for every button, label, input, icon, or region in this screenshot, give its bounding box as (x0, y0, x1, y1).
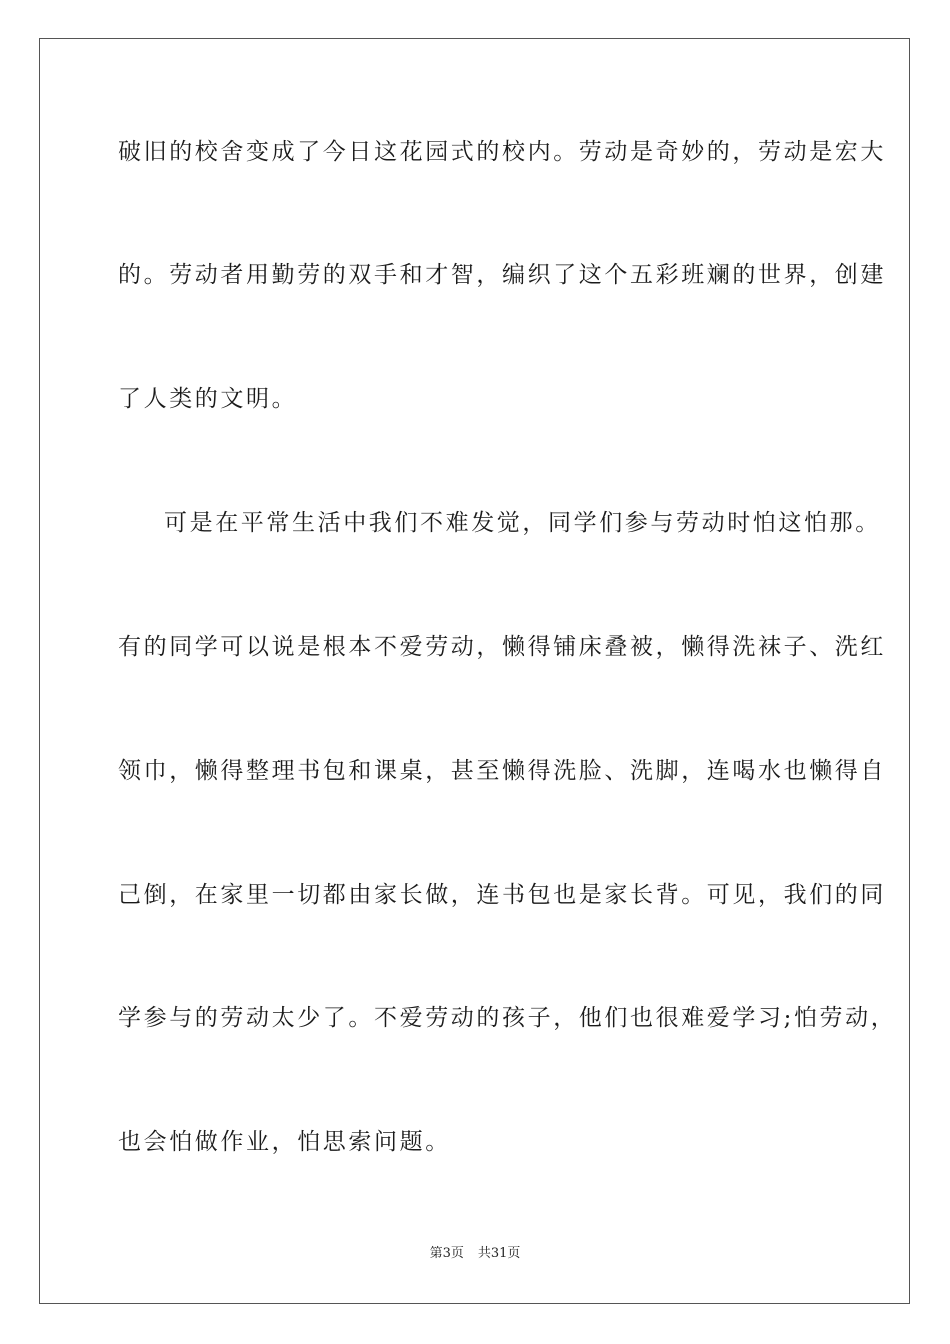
body-text-line: 可是在平常生活中我们不难发觉，同学们参与劳动时怕这怕那。 (164, 510, 881, 536)
page-frame (39, 38, 910, 1304)
body-text-line: 破旧的校舍变成了今日这花园式的校内。劳动是奇妙的，劳动是宏大 (118, 139, 886, 165)
body-text-line: 有的同学可以说是根本不爱劳动，懒得铺床叠被，懒得洗袜子、洗红 (118, 634, 886, 660)
page-total: 共31页 (477, 1246, 521, 1261)
body-text-line: 的。劳动者用勤劳的双手和才智，编织了这个五彩班斓的世界，创建 (118, 262, 886, 288)
page-number: 第3页 (429, 1246, 464, 1261)
body-text-line: 己倒，在家里一切都由家长做，连书包也是家长背。可见，我们的同 (118, 882, 886, 908)
body-text-line: 也会怕做作业，怕思索问题。 (118, 1129, 451, 1155)
body-text-line: 了人类的文明。 (118, 386, 298, 412)
body-text-line: 领巾，懒得整理书包和课桌，甚至懒得洗脸、洗脚，连喝水也懒得自 (118, 758, 886, 784)
body-text-line: 学参与的劳动太少了。不爱劳动的孩子，他们也很难爱学习;怕劳动， (118, 1005, 897, 1031)
page-footer (0, 1245, 950, 1263)
